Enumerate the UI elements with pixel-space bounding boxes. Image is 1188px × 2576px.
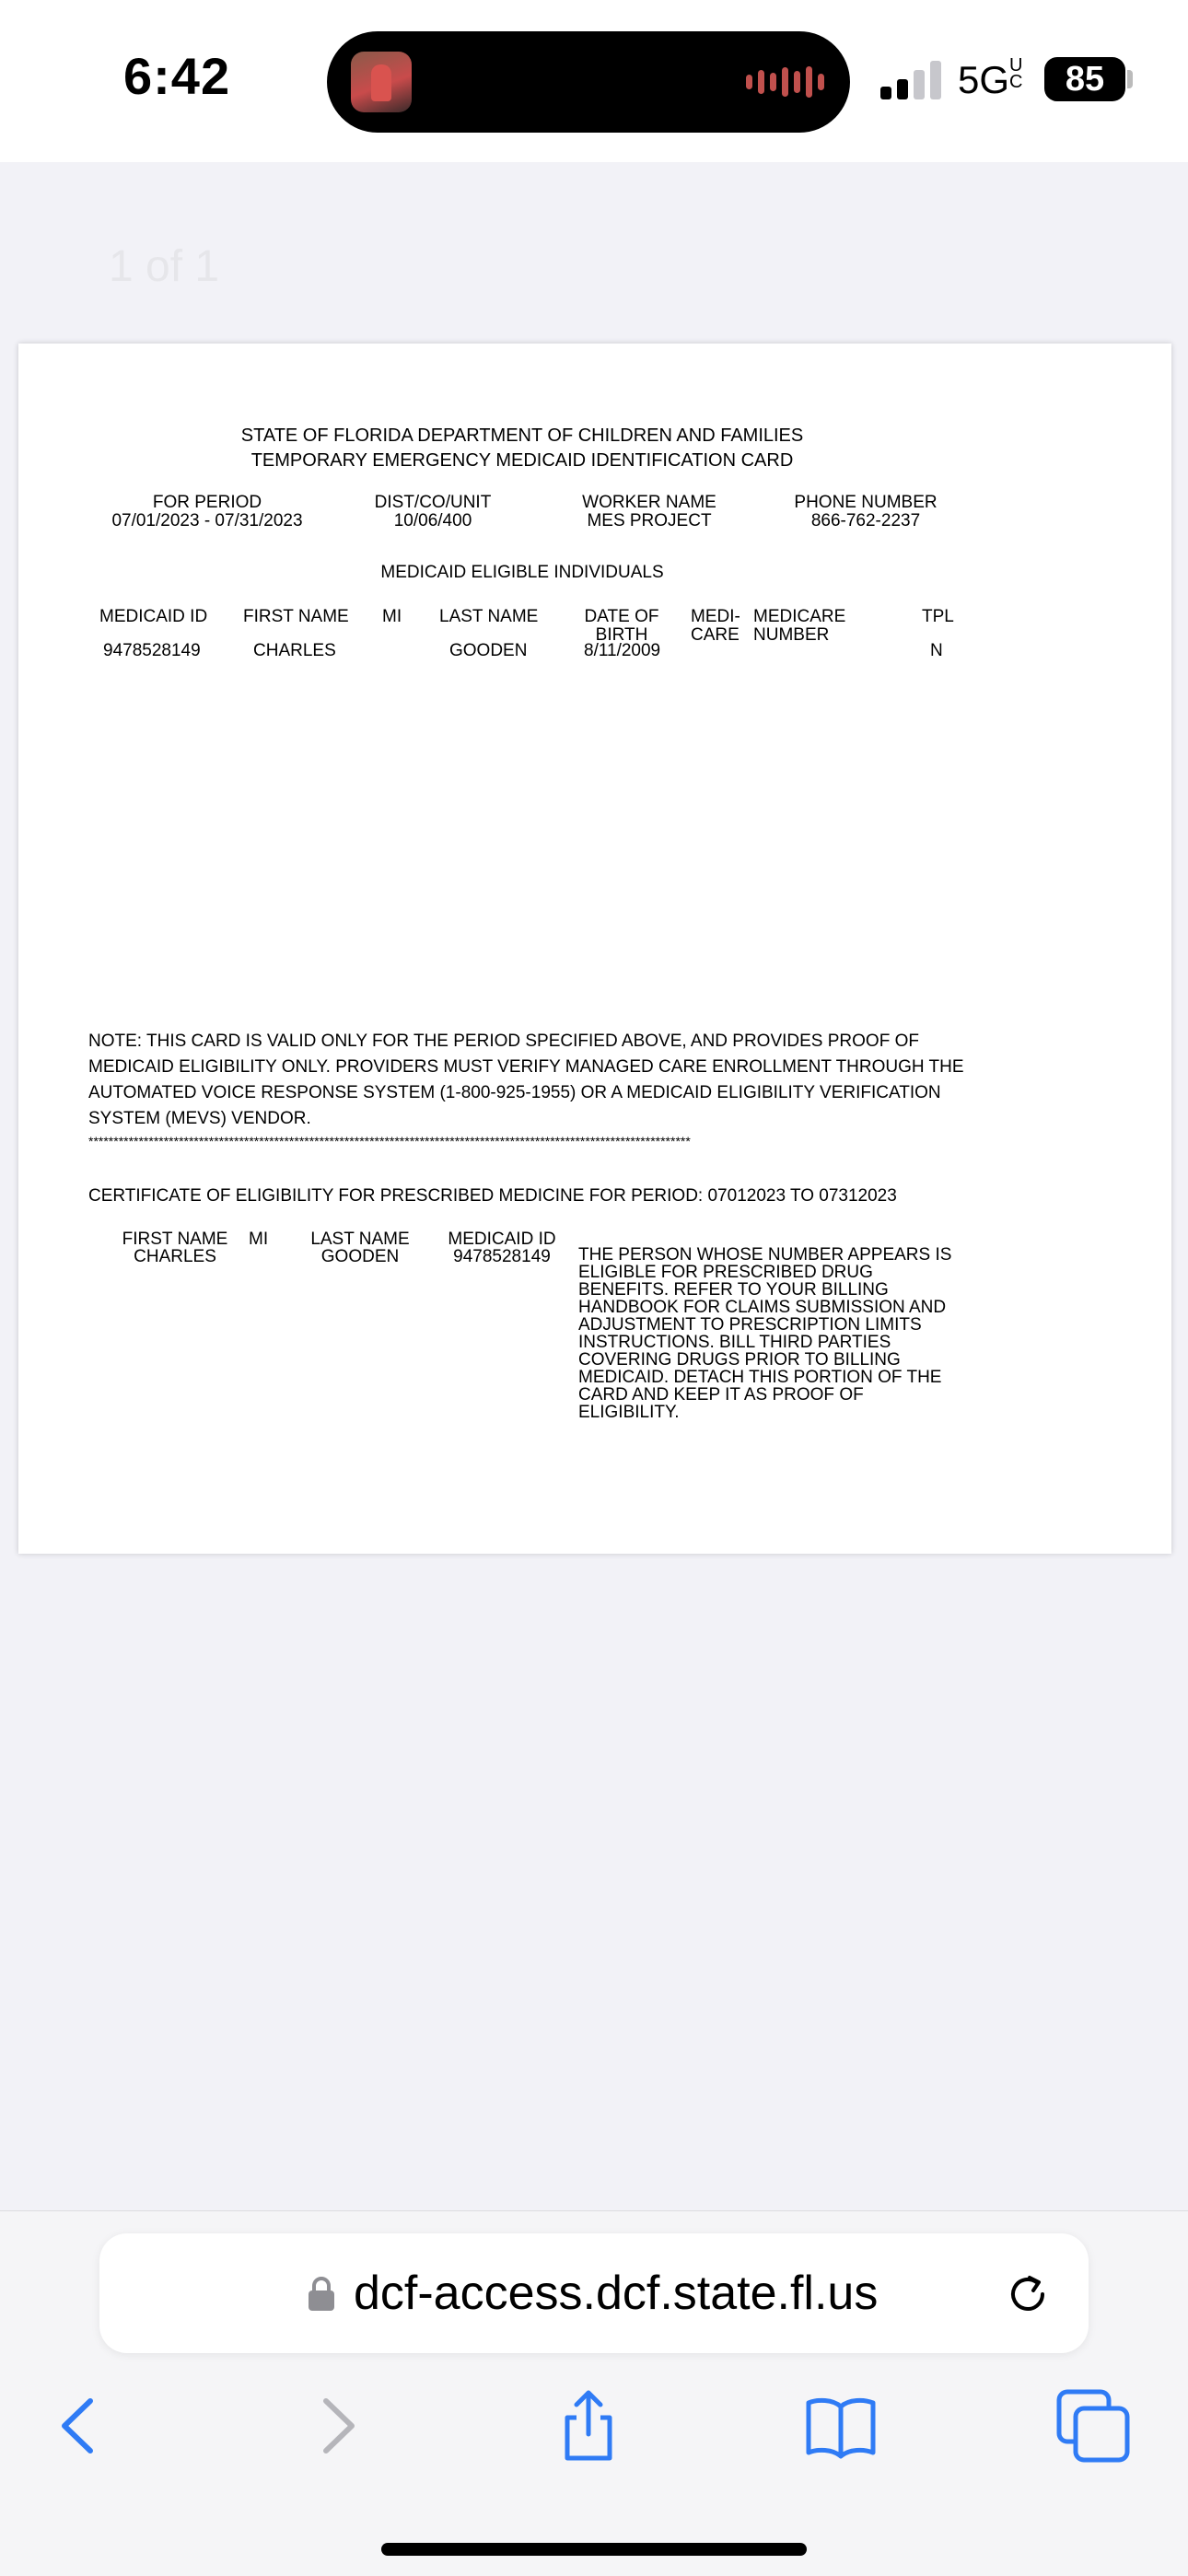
status-bar xyxy=(0,0,1188,162)
cert-last-name-label: LAST NAME xyxy=(310,1230,410,1249)
dynamic-island[interactable] xyxy=(327,31,850,133)
col-medicare-number: MEDICARE NUMBER xyxy=(753,607,846,645)
lock-icon xyxy=(308,2276,335,2311)
col-dob: DATE OF BIRTH xyxy=(584,607,659,645)
share-icon[interactable] xyxy=(547,2384,630,2467)
address-bar[interactable] xyxy=(99,2233,1089,2353)
separator-line: ************************************************************************************************************************ xyxy=(88,1134,691,1148)
period-value: 07/01/2023 - 07/31/2023 xyxy=(111,511,303,530)
audio-waveform-icon xyxy=(746,64,824,99)
network-type: 5GUC xyxy=(958,55,1023,101)
col-tpl: TPL xyxy=(922,607,954,626)
row-medicaid-id: 9478528149 xyxy=(103,641,201,660)
pdf-page xyxy=(18,344,1171,1554)
cert-medicaid-id-label: MEDICAID ID xyxy=(448,1230,556,1249)
page-counter: 1 of 1 xyxy=(109,242,220,291)
certificate-period: CERTIFICATE OF ELIGIBILITY FOR PRESCRIBED MEDICINE FOR PERIOD: 07012023 TO 07312023 xyxy=(88,1186,897,1206)
col-medicare: MEDI- CARE xyxy=(691,607,740,645)
certificate-instructions: THE PERSON WHOSE NUMBER APPEARS IS ELIGIBLE FOR PRESCRIBED DRUG BENEFITS. REFER TO YOUR BILLING HANDBOOK FOR CLAIMS SUBMISSION AND ADJUSTMENT TO PRESCRIPTION LIMITS INSTRUCTIONS. BILL THIRD PARTIES COVERING DRUGS PRIOR TO BILLING MEDICAID. DETACH THIS PORTION OF THE CARD AND KEEP IT AS PROOF OF ELIGIBILITY. xyxy=(578,1245,952,1422)
cellular-signal-icon xyxy=(879,59,943,99)
row-tpl: N xyxy=(930,641,943,660)
phone-value: 866-762-2237 xyxy=(810,511,921,530)
phone-label: PHONE NUMBER xyxy=(794,493,938,512)
unit-label: DIST/CO/UNIT xyxy=(374,493,492,512)
validity-note: NOTE: THIS CARD IS VALID ONLY FOR THE PERIOD SPECIFIED ABOVE, AND PROVIDES PROOF OF MEDICAID ELIGIBILITY ONLY. PROVIDERS MUST VERIFY MANAGED CARE ENROLLMENT THROUGH THE AUTOMATED VOICE RESPONSE SYSTEM (1-800-925-1955) OR A MEDICAID ELIGIBILITY VERIFICATION SYSTEM (MEVS) VENDOR. xyxy=(88,1032,964,1128)
bookmarks-icon[interactable] xyxy=(799,2384,882,2467)
browser-bottom-bar xyxy=(0,2210,1188,2576)
battery-level: 85 xyxy=(1065,60,1105,99)
worker-value: MES PROJECT xyxy=(587,511,712,530)
unit-value: 10/06/400 xyxy=(393,511,472,530)
row-dob: 8/11/2009 xyxy=(584,641,661,660)
home-indicator[interactable] xyxy=(381,2543,807,2556)
section-title: MEDICAID ELIGIBLE INDIVIDUALS xyxy=(380,563,664,582)
worker-label: WORKER NAME xyxy=(582,493,716,512)
col-mi: MI xyxy=(382,607,402,626)
row-last-name: GOODEN xyxy=(449,641,528,660)
row-first-name: CHARLES xyxy=(253,641,336,660)
cert-last-name: GOODEN xyxy=(320,1247,400,1266)
cert-medicaid-id: 9478528149 xyxy=(453,1247,551,1266)
battery-cap xyxy=(1127,70,1133,88)
back-icon[interactable] xyxy=(37,2384,120,2467)
col-medicaid-id: MEDICAID ID xyxy=(99,607,208,626)
url-text[interactable]: dcf-access.dcf.state.fl.us xyxy=(354,2267,879,2320)
cert-mi-label: MI xyxy=(249,1230,269,1249)
reload-icon[interactable] xyxy=(1002,2268,1054,2320)
doc-header-title: TEMPORARY EMERGENCY MEDICAID IDENTIFICATION CARD xyxy=(250,450,794,471)
doc-header-agency: STATE OF FLORIDA DEPARTMENT OF CHILDREN AND FAMILIES xyxy=(240,425,804,446)
forward-icon[interactable] xyxy=(297,2384,379,2467)
period-label: FOR PERIOD xyxy=(152,493,262,512)
col-first-name: FIRST NAME xyxy=(243,607,349,626)
clock: 6:42 xyxy=(123,47,231,105)
cert-first-name-label: FIRST NAME xyxy=(122,1230,228,1249)
tabs-icon[interactable] xyxy=(1052,2384,1135,2467)
battery-icon xyxy=(1044,57,1125,101)
now-playing-artwork[interactable] xyxy=(351,52,412,112)
cert-first-name: CHARLES xyxy=(134,1247,216,1266)
col-last-name: LAST NAME xyxy=(439,607,539,626)
